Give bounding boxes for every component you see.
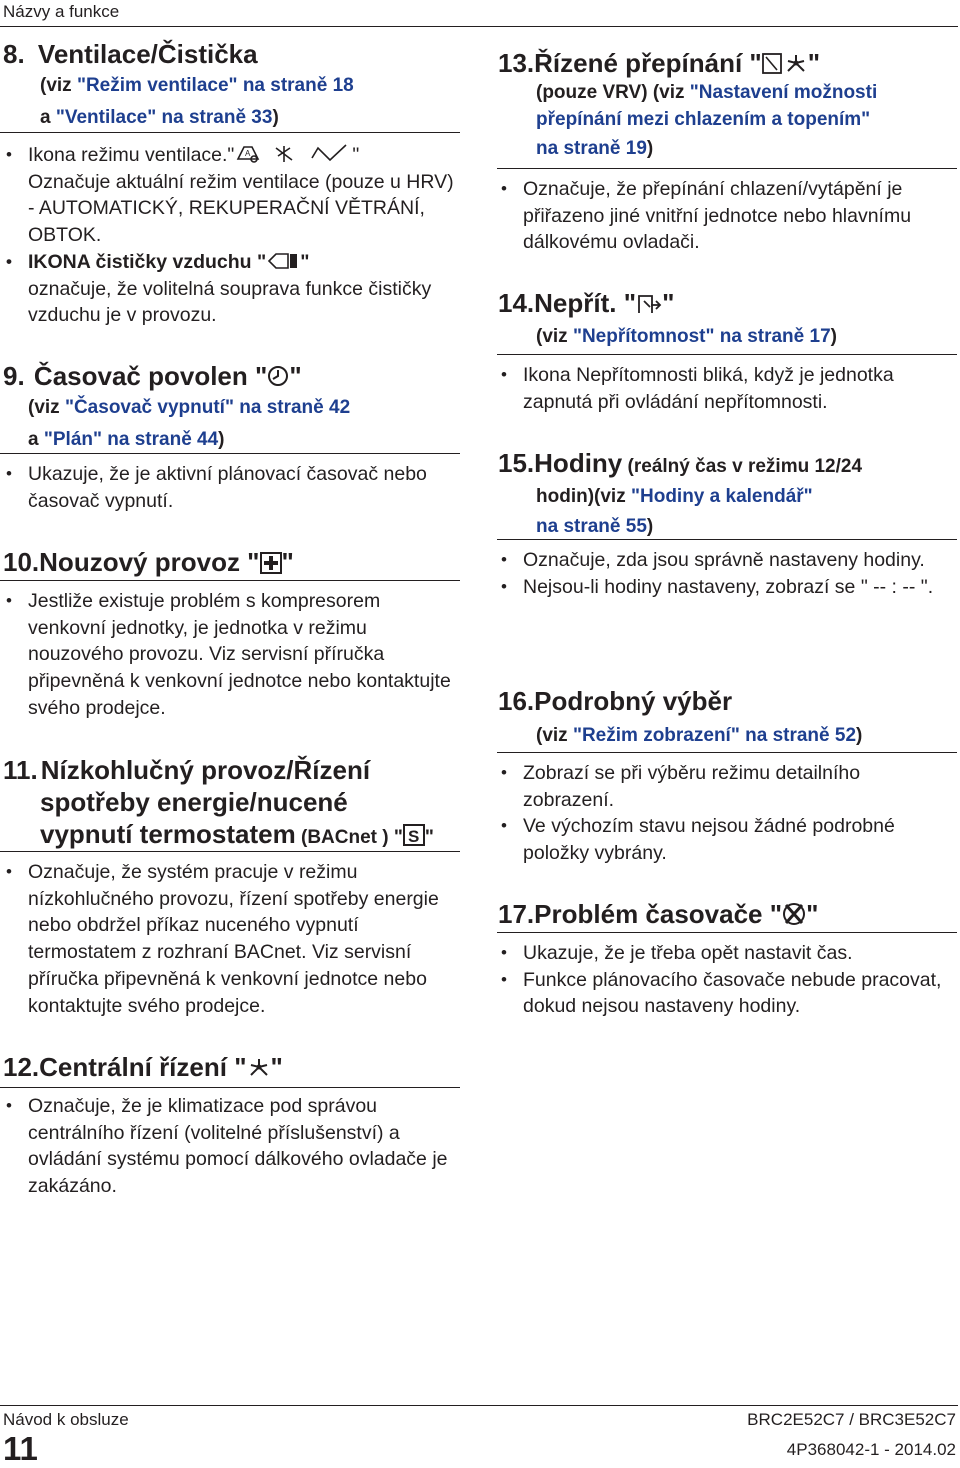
list-item: • Ukazuje, že je třeba opět nastavit čas. (498, 940, 956, 967)
section-16-heading: 16.Podrobný výběr (498, 686, 733, 716)
link-neprítomnost[interactable]: "Nepřítomnost" na straně 17 (572, 326, 831, 347)
section-10 (3, 546, 460, 578)
section-8-number: 8. (3, 39, 25, 69)
section-12-number: 12. (3, 1052, 40, 1082)
section-13-ref-3: na straně 19) (536, 138, 654, 159)
list-item: • IKONA čističky vzduchu " " označuje, že volitelná souprava funkce čističky vzduchu je v provozu. (3, 249, 460, 329)
section-13-heading: 13.Řízené přepínání " " (498, 48, 821, 78)
section-11-heading: 11. Nízkohlučný provoz/Řízení spotřeby energie/nucené vypnutí termostatem (BACnet ) " S " (3, 755, 434, 849)
link-rezim-ventilace[interactable]: "Režim ventilace" na straně 18 (76, 75, 354, 96)
section-16-number: 16. (498, 686, 535, 716)
section-17-number: 17. (498, 899, 535, 929)
s-box-icon (403, 824, 425, 846)
timer-error-icon (782, 902, 806, 926)
section-16-rule (497, 752, 957, 753)
section-12-bullets (3, 1093, 460, 1200)
section-9-heading: 9. Časovač povolen " " (3, 361, 302, 391)
link-casovac-vypnuti[interactable]: "Časovač vypnutí" na straně 42 (64, 397, 351, 418)
svg-text:S: S (407, 827, 420, 846)
section-14-rule (497, 354, 957, 355)
emergency-icon (260, 552, 282, 574)
section-13-rule (497, 168, 957, 169)
link-rezim-zobrazeni[interactable]: "Režim zobrazení" na straně 52 (572, 725, 857, 746)
section-12 (3, 1051, 460, 1083)
section-9-ref-2: a "Plán" na straně 44) (28, 429, 225, 450)
section-13 (498, 47, 956, 165)
section-8-rule (0, 132, 460, 133)
list-item: • Zobrazí se při výběru režimu detailního zobrazení. (498, 760, 956, 813)
section-15-number: 15. (498, 448, 535, 478)
section-9 (3, 360, 460, 456)
list-item: • Ikona Nepřítomnosti bliká, když je jednotka zapnutá při ovládání nepřítomnosti. (498, 362, 956, 415)
section-12-heading: 12.Centrální řízení " " (3, 1052, 283, 1082)
list-item: • Funkce plánovacího časovače nebude pracovat, dokud nejsou nastaveny hodiny. (498, 967, 956, 1020)
section-9-ref-1: (viz "Časovač vypnutí" na straně 42 (28, 397, 351, 418)
list-item: • Označuje, že přepínání chlazení/vytápění je přiřazeno jiné vnitřní jednotce nebo hlavnímu dálkovému ovladači. (498, 176, 956, 256)
section-15-ref-2: na straně 55) (536, 516, 654, 537)
header-rule (0, 26, 958, 27)
section-10-heading: 10.Nouzový provoz " " (3, 547, 294, 577)
section-9-rule (0, 453, 460, 454)
section-10-number: 10. (3, 547, 40, 577)
ventilation-mode-icons (234, 142, 352, 164)
section-11-rule (0, 851, 460, 852)
section-10-bullets (3, 588, 460, 722)
section-12-rule (0, 1087, 460, 1088)
svg-text:A: A (245, 149, 251, 158)
section-11 (3, 754, 460, 854)
section-15 (498, 447, 956, 543)
list-item: • Označuje, že systém pracuje v režimu nízkohlučného provozu, řízení spotřeby energie nebo obdržel příkaz nuceného vypnutí termostatem z rozhraní BACnet. Viz servisní příručka připevněná k venkovní jednotce nebo kontaktujte svého prodejce. (3, 859, 460, 1019)
list-item: • Ikona režimu ventilace." A " Označuje aktuální režim ventilace (pouze u HRV) - AUTOMATICKÝ, REKUPERAČNÍ VĚTRÁNÍ, OBTOK. (3, 142, 460, 249)
link-hodiny-a-kalendar[interactable]: "Hodiny a kalendář" (630, 486, 813, 507)
list-item: • Označuje, zda jsou správně nastaveny hodiny. (498, 547, 956, 574)
central-control-icon (247, 1057, 271, 1079)
section-13-ref-2: přepínání mezi chlazením a topením" (536, 109, 871, 130)
section-9-number: 9. (3, 361, 25, 391)
section-8-ref-1: (viz "Režim ventilace" na straně 18 (40, 75, 354, 96)
section-8 (3, 38, 460, 134)
section-17 (498, 898, 956, 930)
running-header: Názvy a funkce (3, 2, 120, 21)
link-nastaveni-moznosti[interactable]: "Nastavení možnosti (689, 82, 878, 103)
list-item: • Označuje, že je klimatizace pod správou centrálního řízení (volitelné příslušenství) a ovládání systému pomocí dálkového ovladače je zakázáno. (3, 1093, 460, 1200)
footer-doc-code: 4P368042-1 - 2014.02 (786, 1440, 956, 1459)
absence-icon (636, 293, 662, 315)
timer-clock-icon (267, 364, 289, 388)
section-17-bullets (498, 940, 956, 1020)
section-16 (498, 685, 956, 752)
changeover-control-icon (762, 53, 808, 75)
link-plan[interactable]: "Plán" na straně 44 (43, 429, 219, 450)
footer-model: BRC2E52C7 / BRC3E52C7 (747, 1410, 956, 1429)
section-13-ref-1: (pouze VRV) (viz "Nastavení možnosti (536, 82, 878, 103)
section-11-bullets (3, 859, 460, 1019)
footer-rule (0, 1405, 958, 1406)
section-15-ref-1: hodin)(viz "Hodiny a kalendář" (536, 486, 813, 507)
air-purifier-icon (266, 251, 300, 271)
section-15-heading: 15.Hodiny (reálný čas v režimu 12/24 (498, 448, 863, 478)
section-14-number: 14. (498, 288, 535, 318)
section-11-number: 11. (3, 755, 38, 785)
section-8-bullets (3, 142, 460, 329)
footer-doc-title: Návod k obsluze (3, 1410, 129, 1429)
section-8-heading (3, 38, 460, 70)
section-8-title: Ventilace/Čistička (37, 39, 258, 69)
list-item: • Jestliže existuje problém s kompresorem venkovní jednotky, je jednotka v režimu nouzového provozu. Viz servisní příručka připevněná k venkovní jednotce nebo kontaktujte svého prodejce. (3, 588, 460, 722)
link-ventilace[interactable]: "Ventilace" na straně 33 (55, 107, 273, 128)
section-17-rule (497, 932, 957, 933)
section-13-number: 13. (498, 48, 535, 78)
section-15-bullets (498, 547, 956, 600)
section-16-ref-1: (viz "Režim zobrazení" na straně 52) (536, 725, 863, 746)
section-14-ref-1: (viz "Nepřítomnost" na straně 17) (536, 326, 837, 347)
section-8-ref-2: a "Ventilace" na straně 33) (40, 107, 279, 128)
section-14-bullets (498, 362, 956, 415)
list-item: • Ukazuje, že je aktivní plánovací časovač nebo časovač vypnutí. (3, 461, 460, 514)
page-number: 11 (3, 1430, 38, 1467)
list-item: • Nejsou-li hodiny nastaveny, zobrazí se " -- : -- ". (498, 574, 956, 601)
section-13-bullets (498, 176, 956, 256)
section-17-heading: 17.Problém časovače " " (498, 899, 819, 929)
section-16-bullets (498, 760, 956, 867)
list-item: • Ve výchozím stavu nejsou žádné podrobné položky vybrány. (498, 813, 956, 866)
section-10-rule (0, 580, 460, 581)
section-9-bullets (3, 461, 460, 514)
section-14-heading: 14.Nepřít. " " (498, 288, 675, 318)
section-15-rule (497, 539, 957, 540)
section-14 (498, 287, 956, 353)
